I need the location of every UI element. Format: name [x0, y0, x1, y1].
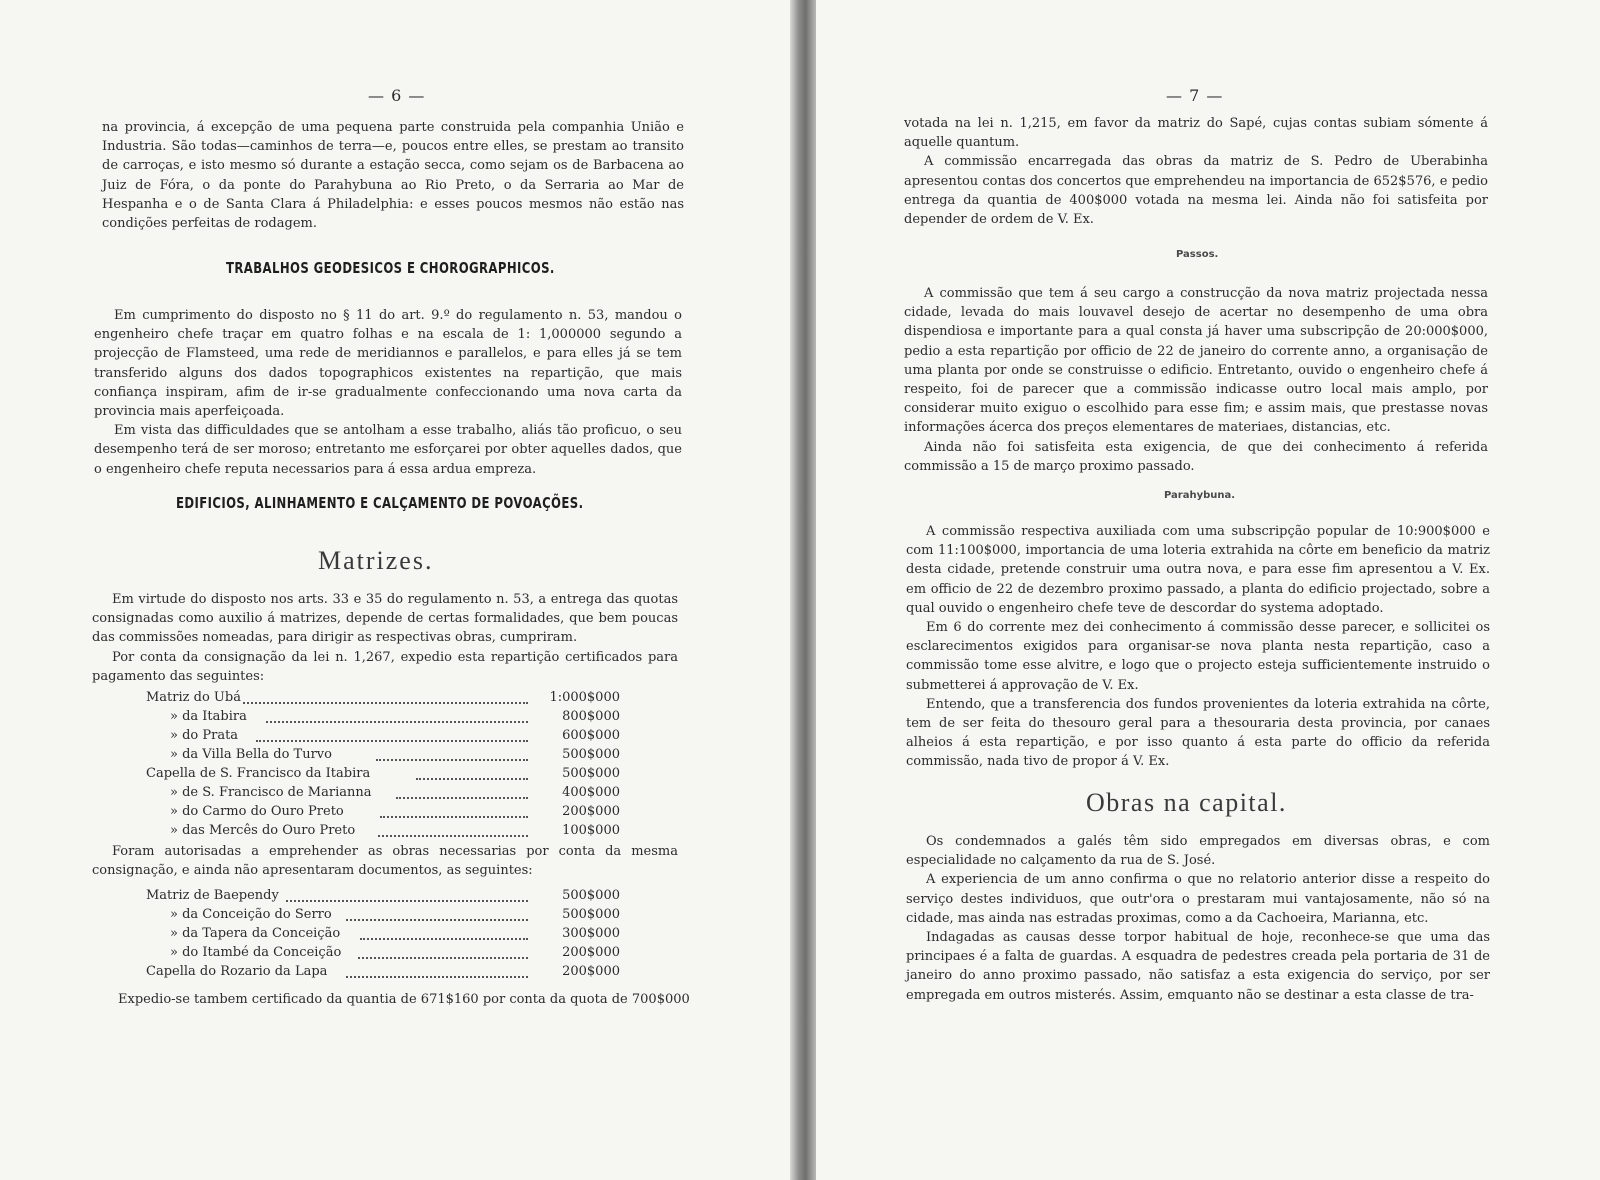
left-closing-line: [118, 990, 698, 1009]
paragraph: Por conta da consignação da lei n. 1,267, expedio esta repartição certificados para pagamento das seguintes:: [92, 649, 678, 684]
paragraph: A commissão encarregada das obras da matriz de S. Pedro de Uberabinha apresentou contas dos concertos que emprehendeu na importancia de 652$576, e pedio entrega da quantia de 400$000 votada na mesma lei. Ainda não foi satisfeita por depender de ordem de V. Ex.: [904, 154, 1488, 228]
ledger-row: » do Prata 600$000: [170, 728, 620, 743]
ledger-row: » da Tapera da Conceição 300$000: [170, 926, 620, 941]
matrizes-intro: [92, 590, 678, 686]
obras-section: [906, 832, 1490, 1005]
heading-passos: Passos.: [1176, 249, 1219, 260]
geodesicos-section: [94, 306, 682, 479]
matrizes-autorisadas: [92, 842, 678, 880]
heading-edificios: EDIFICIOS, ALINHAMENTO E CALÇAMENTO DE POVOAÇÕES.: [176, 494, 584, 512]
parahybuna-section: [906, 522, 1490, 772]
ledger-certificados: [146, 688, 620, 840]
paragraph: Em 6 do corrente mez dei conhecimento á commissão desse parecer, e sollicitei os esclarecimentos exigidos para organisar-se nova planta nesta repartição, caso a commissão tome esse alvitre, e logo que o projecto esteja sufficientemente instruido o submetterei á approvação de V. Ex.: [906, 620, 1490, 693]
ledger-row: Capella do Rozario da Lapa 200$000: [146, 964, 620, 979]
passos-section: [904, 284, 1488, 476]
paragraph: Em cumprimento do disposto no § 11 do art. 9.º do regulamento n. 53, mandou o engenheiro chefe traçar em quatro folhas e na escala de 1: 1,000000 segundo a projecção de Flamsteed, uma rede de meridiannos e parallelos, e para elles já se tem transferido alguns dos dados topographicos existentes na repartição, que mais confiança inspiram, afim de ir-se gradualmente confeccionando uma nova carta da provincia mais aperfeiçoada.: [94, 308, 682, 420]
ledger-row: Capella de S. Francisco da Itabira 500$000: [146, 766, 620, 781]
ledger-row: » das Mercês do Ouro Preto 100$000: [170, 823, 620, 838]
heading-geodesicos: TRABALHOS GEODESICOS E CHOROGRAPHICOS.: [226, 259, 555, 277]
book-gutter: [790, 0, 816, 1180]
paragraph: Expedio-se tambem certificado da quantia de 671$160 por conta da quota de 700$000: [118, 992, 690, 1007]
paragraph: Entendo, que a transferencia dos fundos provenientes da loteria extrahida na côrte, tem de ser feita do thesouro geral para a thesouraria desta provincia, por canaes alheios á esta repartição, e por isso quanto á esta parte do officio da referida commissão, nada tivo de propor á V. Ex.: [906, 696, 1490, 770]
heading-parahybuna: Parahybuna.: [1164, 490, 1236, 501]
paragraph: Foram autorisadas a emprehender as obras necessarias por conta da mesma consignação, e ainda não apresentaram documentos, as seguintes:: [92, 844, 678, 879]
ledger-row: » da Itabira 800$000: [170, 709, 620, 724]
ledger-row: » da Villa Bella do Turvo 500$000: [170, 747, 620, 762]
ledger-row: » do Carmo do Ouro Preto 200$000: [170, 804, 620, 819]
paragraph: Indagadas as causas desse torpor habitual de hoje, reconhece-se que uma das principaes é a falta de guardas. A esquadra de pedestres creada pela portaria de 31 de janeiro do anno proximo passado, não satisfaz a esta exigencia do serviço, por ser empregada em outros misterés. Assim, emquanto não se destinar a esta classe de tra-: [906, 930, 1490, 1003]
ledger-row: Matriz de Baependy 500$000: [146, 888, 620, 903]
paragraph: A experiencia de um anno confirma o que no relatorio anterior disse a respeito do serviço destes individuos, que outr'ora o prestaram mui vantajosamente, não só na cidade, mas ainda nas estradas proximas, como a da Cachoeira, Marianna, etc.: [906, 872, 1490, 926]
paragraph: na provincia, á excepção de uma pequena parte construida pela companhia União e Industria. São todas—caminhos de terra—e, poucos entre elles, se prestam ao transito de carroças, e isto mesmo só durante a estação secca, como sejam os de Barbacena ao Juiz de Fóra, o da ponte do Parahybuna ao Rio Preto, o da Serraria ao Mar de Hespanha e o de Santa Clara á Philadelphia: e esses poucos mesmos não estão nas condições perfeitas de rodagem.: [102, 120, 684, 232]
paragraph: Os condemnados a galés têm sido empregados em diversas obras, e com especialidade no calçamento da rua de S. José.: [906, 834, 1490, 869]
ledger-row: » de S. Francisco de Marianna 400$000: [170, 785, 620, 800]
heading-obras: Obras na capital.: [1086, 788, 1287, 817]
ledger-row: » do Itambé da Conceição 200$000: [170, 945, 620, 960]
ledger-row: Matriz do Ubá 1:000$000: [146, 690, 620, 705]
left-page-number: — 6 —: [368, 86, 426, 105]
ledger-row: » da Conceição do Serro 500$000: [170, 907, 620, 922]
heading-matrizes: Matrizes.: [318, 546, 434, 575]
right-page-number: — 7 —: [1166, 86, 1224, 105]
left-intro-paragraph: [102, 118, 684, 233]
right-intro-section: [904, 114, 1488, 229]
paragraph: Em virtude do disposto nos arts. 33 e 35 do regulamento n. 53, a entrega das quotas consignadas como auxilio á matrizes, depende de certas formalidades, que bem poucas das commissões nomeadas, para dirigir as respectivas obras, cumpriram.: [92, 592, 678, 646]
paragraph: votada na lei n. 1,215, em favor da matriz do Sapé, cujas contas subiam sómente á aquelle quantum.: [904, 116, 1488, 151]
paragraph: A commissão respectiva auxiliada com uma subscripção popular de 10:900$000 e com 11:100$000, importancia de uma loteria extrahida na côrte em beneficio da matriz desta cidade, pretende construir uma outra nova, e para esse fim apresentou a V. Ex. em officio de 22 de dezembro proximo passado, a planta do edificio projectado, sobre a qual ouvido o engenheiro chefe teve de descordar do systema adoptado.: [906, 524, 1490, 616]
paragraph: Ainda não foi satisfeita esta exigencia, de que dei conhecimento á referida commissão a 15 de março proximo passado.: [904, 439, 1488, 474]
paragraph: Em vista das difficuldades que se antolham a esse trabalho, aliás tão proficuo, o seu desempenho terá de ser moroso; entretanto me esforçarei por obter aquelles dados, que o engenheiro chefe reputa necessarios para á essa ardua empreza.: [94, 423, 682, 477]
ledger-autorisadas: [146, 886, 620, 981]
paragraph: A commissão que tem á seu cargo a construcção da nova matriz projectada nessa cidade, levada do mais louvavel desejo de acertar no desempenho de uma obra dispendiosa e importante para a qual consta já haver uma subscripção de 20:000$000, pedio a esta repartição por officio de 22 de janeiro do corrente anno, a organisação de uma planta por onde se construisse o edificio. Entretanto, ouvido o engenheiro chefe á respeito, foi de parecer que a commissão indicasse outro local mais amplo, por considerar muito exiguo o escolhido para esse fim; e assim mais, que prestasse novas informações ácerca dos preços elementares de materiaes, distancias, etc.: [904, 286, 1488, 436]
